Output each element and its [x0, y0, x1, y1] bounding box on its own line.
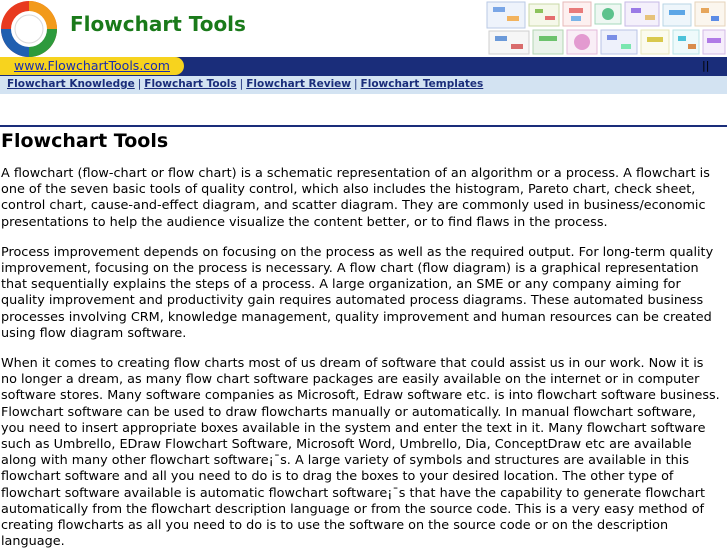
nav-link-flowchart-knowledge[interactable]: Flowchart Knowledge [7, 78, 135, 90]
article-paragraph: A flowchart (flow-chart or flow chart) is a schematic representation of an algorithm or a process. A flowchart is one of the seven basic tools of quality control, which also includes the histogram, Pareto chart, check sheet, control chart, cause-and-effect diagram, and scatter diagram. They are commonly used in business/economic presentations to help the audience visualize the content better, or to find flaws in the process. [1, 166, 710, 230]
article-paragraph: When it comes to creating flow charts most of us dream of software that could assist us in our work. Now it is no longer a dream, as many flow chart software packages are easily available on the internet or in computer software stores. Many software companies as Microsoft, Edraw software etc. is into flowchart software business. Flowchart software can be used to draw flowcharts manually or automatically. In manual flowchart software, you need to insert appropriate boxes available in the system and enter the text in it. Many flowchart software such as Umbrello, EDraw Flowchart Software, Microsoft Word, Umbrello, Dia, ConceptDraw etc are available along with many other flowchart software¡¯s. A large variety of symbols and structures are available in this flowchart software and all you need to do is to drag the boxes to your desired location. The other type of flowchart software available is automatic flowchart software¡¯s that have the capability to generate flowchart automatically from the flowchart description language or from the source code. This is a very easy method of creating flowcharts as all you need to do is to use the software on the source code or on the description language. [1, 356, 720, 550]
article [1, 126, 723, 550]
flowchart-thumbnails-banner [485, 0, 727, 56]
site-logo-icon[interactable] [0, 0, 58, 58]
nav-separator: | [354, 78, 358, 90]
site-url-link[interactable]: www.FlowchartTools.com [14, 58, 170, 73]
bar-mark: || [702, 59, 710, 72]
nav-separator: | [239, 78, 244, 90]
nav-separator: | [137, 78, 142, 90]
nav-link-flowchart-tools[interactable]: Flowchart Tools [144, 78, 237, 90]
nav-link-flowchart-templates[interactable]: Flowchart Templates [360, 78, 484, 90]
article-paragraph: Process improvement depends on focusing on the process as well as the required output. For long-term quality improvement, focusing on the process is necessary. A flow chart (flow diagram) is a graphical representation that sequentially explains the steps of a process. A large organization, an SME or any company aiming for quality improvement and productivity gain requires automated process diagrams. These automated business processes involving CRM, knowledge management, quality improvement and human resources can be created using flow diagram software. [1, 244, 714, 341]
site-title: Flowchart Tools [70, 12, 246, 36]
top-navigation [0, 76, 727, 94]
site-header [0, 0, 727, 58]
nav-link-flowchart-review[interactable]: Flowchart Review [246, 78, 351, 90]
page-title: Flowchart Tools [1, 130, 169, 152]
